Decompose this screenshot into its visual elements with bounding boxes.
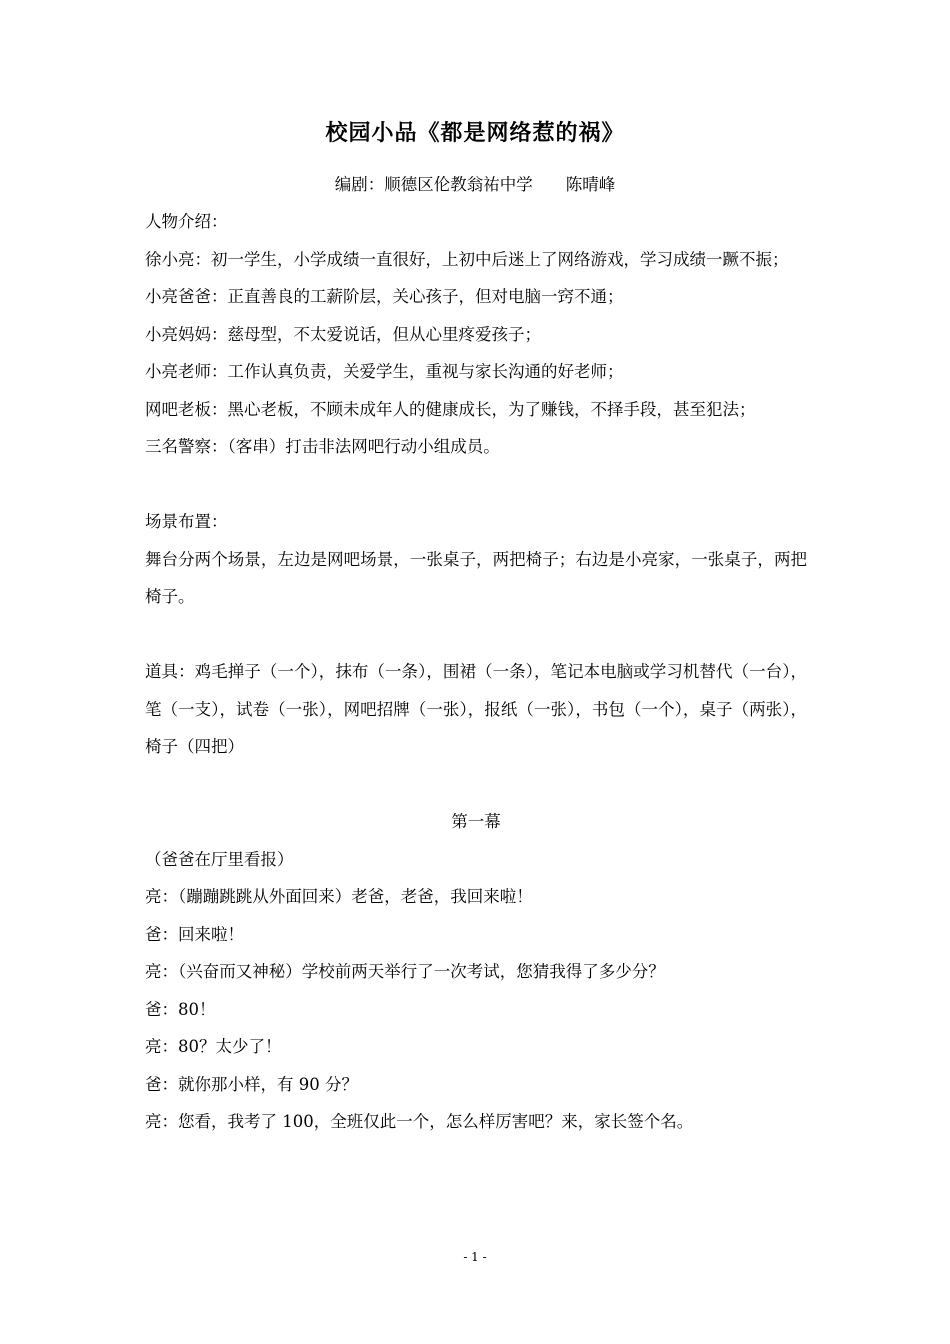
author-line: 编剧：顺德区伦教翁祐中学 陈晴峰 xyxy=(334,175,616,194)
characters-heading: 人物介绍： xyxy=(145,212,228,231)
props-list: 道具：鸡毛掸子（一个），抹布（一条），围裙（一条），笔记本电脑或学习机替代（一台），笔（一支），试卷（一张），网吧招牌（一张），报纸（一张），书包（一个），桌子（两张），椅子（四把） xyxy=(145,662,807,756)
dialogue-line: 爸：就你那小样，有 90 分？ xyxy=(145,1074,358,1094)
paragraph-gap xyxy=(145,616,807,654)
paragraph-gap xyxy=(145,466,807,504)
dialogue-line: 亮：您看，我考了 100，全班仅此一个，怎么样厉害吧？来，家长签个名。 xyxy=(145,1112,694,1131)
character-entry: 网吧老板：黑心老板，不顾未成年人的健康成长，为了赚钱，不择手段，甚至犯法； xyxy=(145,399,756,419)
document-body xyxy=(145,203,807,1141)
document-title: 校园小品《都是网络惹的祸》 xyxy=(325,121,625,146)
character-entry: 小亮妈妈：慈母型，不太爱说话，但从心里疼爱孩子； xyxy=(145,324,541,344)
dialogue-line: 亮：（兴奋而又神秘）学校前两天举行了一次考试，您猜我得了多少分？ xyxy=(145,962,665,981)
character-entry: 三名警察：（客串）打击非法网吧行动小组成员。 xyxy=(145,437,500,456)
paragraph-gap xyxy=(145,766,807,804)
dialogue-line: 爸：回来啦！ xyxy=(145,924,244,944)
act-heading: 第一幕 xyxy=(451,812,501,831)
page-number: - 1 - xyxy=(463,1250,487,1264)
scene-heading: 场景布置： xyxy=(145,512,228,531)
dialogue-line: （爸爸在厅里看报） xyxy=(145,849,294,869)
dialogue-line: 亮：（蹦蹦跳跳从外面回来）老爸，老爸，我回来啦！ xyxy=(145,887,533,906)
character-entry: 小亮老师：工作认真负责，关爱学生，重视与家长沟通的好老师； xyxy=(145,362,624,381)
character-entry: 小亮爸爸：正直善良的工薪阶层，关心孩子，但对电脑一窍不通； xyxy=(145,287,624,306)
character-entry: 徐小亮：初一学生，小学成绩一直很好，上初中后迷上了网络游戏，学习成绩一蹶不振； xyxy=(145,249,789,269)
scene-description: 舞台分两个场景，左边是网吧场景，一张桌子，两把椅子；右边是小亮家，一张桌子，两把椅子。 xyxy=(145,549,807,606)
dialogue-line: 爸：80！ xyxy=(145,999,216,1019)
dialogue-line: 亮：80？太少了！ xyxy=(145,1037,282,1056)
